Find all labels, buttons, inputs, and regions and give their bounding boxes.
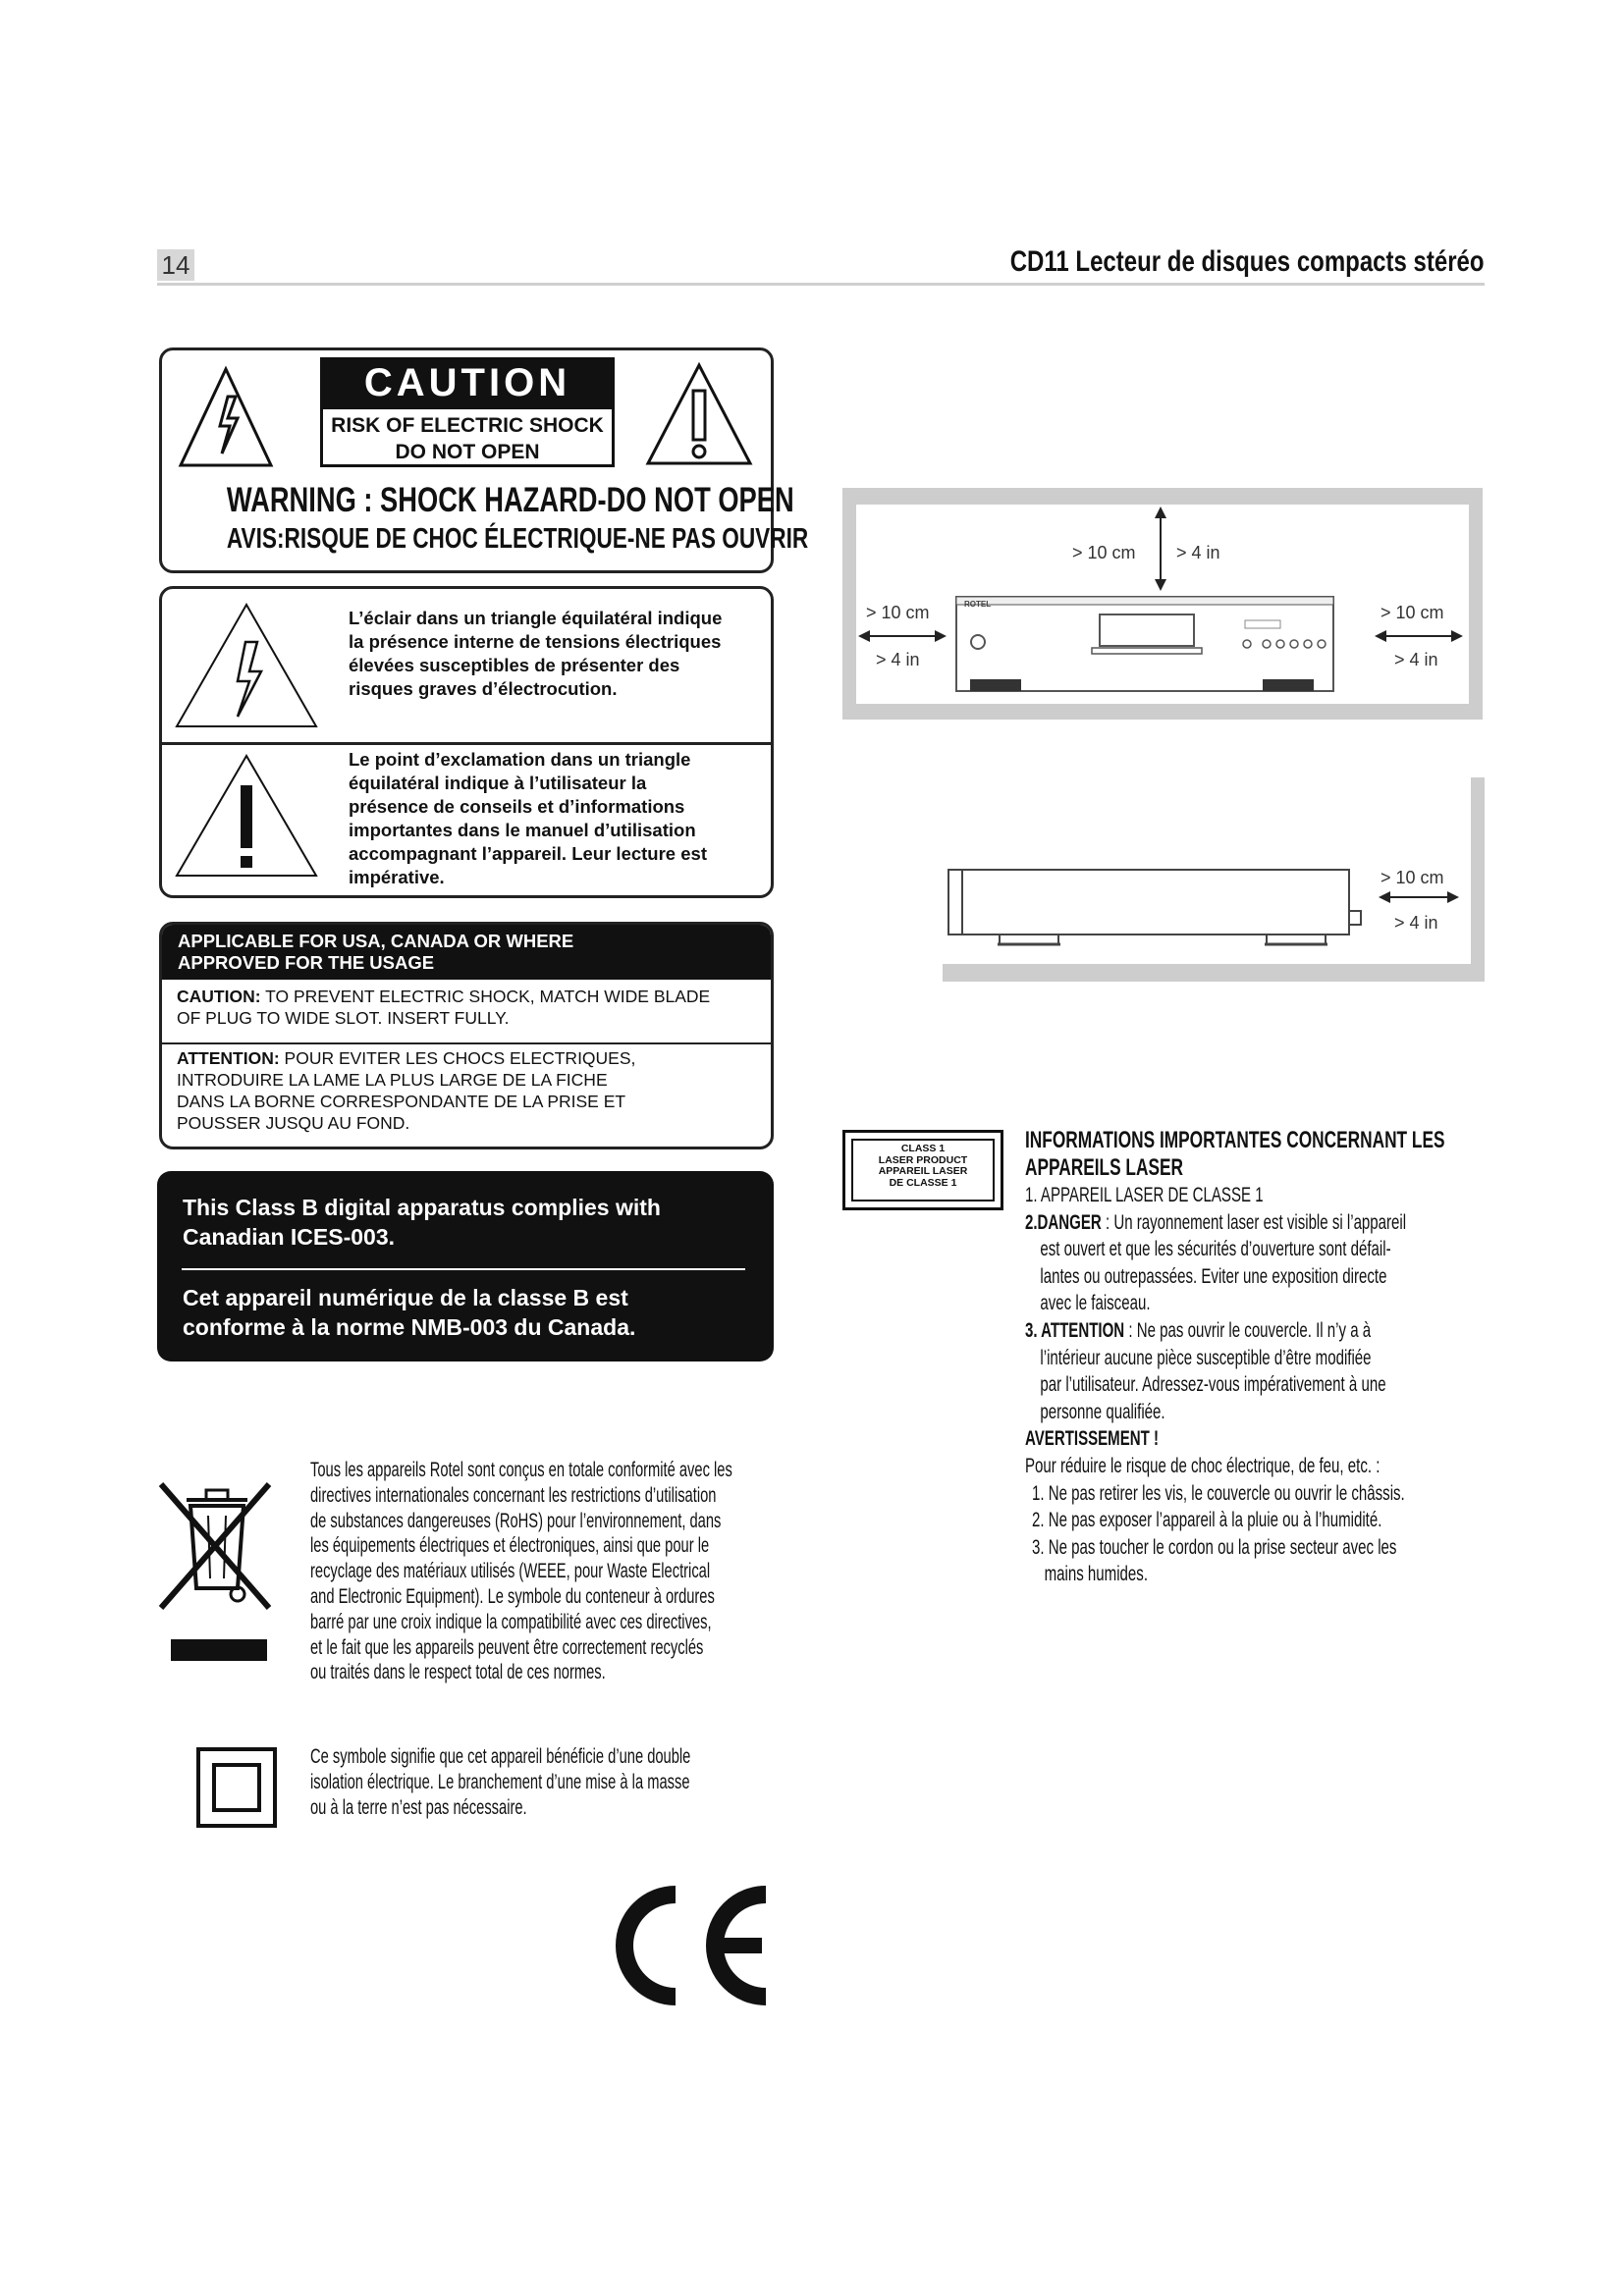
text-line: élevées susceptibles de présenter des (349, 655, 680, 675)
symbols-divider (161, 742, 772, 745)
laser-label-inner (851, 1139, 995, 1201)
laser-item-1: 1. APPAREIL LASER DE CLASSE 1 (1025, 1183, 1264, 1206)
warning-french: AVIS:RISQUE DE CHOC ÉLECTRIQUE-NE PAS OUVRIR (226, 523, 809, 555)
title-line: APPAREILS LASER (1025, 1154, 1183, 1181)
label-line: LASER PRODUCT (878, 1153, 968, 1166)
text-line: avec le faisceau. (1040, 1291, 1151, 1315)
lightning-triangle-icon (173, 601, 320, 730)
text-line: isolation électrique. Le branchement d’une mise à la masse (310, 1770, 690, 1793)
page-number: 14 (157, 249, 194, 281)
text-line: DANS LA BORNE CORRESPONDANTE DE LA PRISE ET (177, 1092, 626, 1111)
text-line: directives internationales concernant les restrictions d’utilisation (310, 1483, 717, 1507)
exclamation-triangle-icon (173, 752, 320, 880)
lightning-explanation (349, 607, 722, 701)
text-line: Tous les appareils Rotel sont conçus en totale conformité avec les (310, 1459, 732, 1481)
text-line: de substances dangereuses (RoHS) pour l’environnement, dans (310, 1509, 722, 1532)
heading-line: APPROVED FOR THE USAGE (178, 952, 435, 973)
text-line: Cet appareil numérique de la classe B est (183, 1285, 628, 1310)
text-line: This Class B digital apparatus complies with (183, 1195, 661, 1220)
ices-divider (182, 1268, 745, 1270)
cd-player-front-illustration (856, 505, 1469, 704)
text-line: and Electronic Equipment). Le symbole du conteneur à ordures (310, 1584, 715, 1608)
text-line: Ce symbole signifie que cet appareil bénéficie d’une double (310, 1745, 691, 1768)
exclamation-explanation (349, 748, 707, 889)
warning-intro: Pour réduire le risque de choc électrique, de feu, etc. : (1025, 1453, 1380, 1477)
text-line: : Un rayonnement laser est visible si l’appareil (1101, 1209, 1407, 1234)
left-clearance-in: > 4 in (876, 650, 920, 669)
top-clearance-cm: > 10 cm (1072, 543, 1136, 562)
side-clearance-in: > 4 in (1394, 913, 1438, 933)
text-line: conforme à la norme NMB-003 du Canada. (183, 1314, 636, 1340)
text-line: les équipements électriques et électroniques, ainsi que pour le (310, 1534, 710, 1558)
crossed-bin-icon (157, 1480, 273, 1663)
laser-class-label (842, 1130, 1003, 1210)
text-line: la présence interne de tensions électriques (349, 631, 722, 652)
header-rule (157, 283, 1485, 286)
warning-item: 1. Ne pas retirer les vis, le couvercle ou ouvrir le châssis. (1032, 1480, 1405, 1505)
text-line: Le point d’exclamation dans un triangle (349, 749, 691, 770)
left-clearance-cm: > 10 cm (866, 603, 930, 622)
usa-divider (161, 1042, 772, 1044)
text-line: barré par une croix indique la compatibilité avec ces directives, (310, 1610, 712, 1633)
top-clearance-in: > 4 in (1176, 543, 1220, 562)
usa-attention-text (177, 1047, 635, 1134)
warning-item: 2. Ne pas exposer l’appareil à la pluie ou à l’humidité. (1032, 1508, 1382, 1532)
caution-sub-line: RISK OF ELECTRIC SHOCK (331, 414, 604, 437)
text-line: présence de conseils et d’informations (349, 796, 685, 817)
laser-info-title (1025, 1127, 1445, 1182)
attention-keyword: 3. ATTENTION (1025, 1317, 1125, 1342)
text-line: : Ne pas ouvrir le couvercle. Il n’y a à (1124, 1317, 1372, 1342)
right-clearance-cm: > 10 cm (1380, 603, 1444, 622)
laser-info-body (1025, 1182, 1406, 1588)
text-line: accompagnant l’appareil. Leur lecture est (349, 843, 707, 864)
heading-line: APPLICABLE FOR USA, CANADA OR WHERE (178, 931, 574, 951)
text-line: TO PREVENT ELECTRIC SHOCK, MATCH WIDE BLADE (260, 987, 711, 1006)
warning-item: mains humides. (1044, 1562, 1149, 1586)
title-line: INFORMATIONS IMPORTANTES CONCERNANT LES (1025, 1127, 1445, 1153)
text-line: équilatéral indique à l’utilisateur la (349, 773, 647, 793)
caution-sub-line: DO NOT OPEN (395, 441, 540, 463)
exclamation-warning-icon (644, 361, 754, 469)
text-line: Canadian ICES-003. (183, 1224, 396, 1250)
ce-mark (607, 1877, 776, 2014)
caution-subtitle (320, 406, 615, 467)
ices-english (183, 1193, 661, 1252)
text-line: par l’utilisateur. Adressez-vous impérativement à une (1040, 1372, 1386, 1397)
ce-mark-icon (607, 1877, 776, 2014)
text-line: INTRODUIRE LA LAME LA PLUS LARGE DE LA FICHE (177, 1070, 608, 1090)
label-line: DE CLASSE 1 (889, 1176, 957, 1189)
weee-text (310, 1458, 732, 1685)
text-line: ou traités dans le respect total de ces normes. (310, 1661, 606, 1684)
danger-keyword: 2.DANGER (1025, 1209, 1102, 1234)
warning-item: 3. Ne pas toucher le cordon ou la prise secteur avec les (1032, 1534, 1397, 1559)
text-line: lantes ou outrepassées. Eviter une exposition directe (1040, 1263, 1387, 1288)
warning-title: AVERTISSEMENT ! (1025, 1426, 1160, 1451)
document-title: CD11 Lecteur de disques compacts stéréo (1010, 245, 1485, 278)
text-line: est ouvert et que les sécurités d’ouverture sont défail- (1040, 1237, 1391, 1261)
attention-keyword: ATTENTION: (177, 1048, 280, 1068)
text-line: personne qualifiée. (1040, 1399, 1165, 1423)
text-line: importantes dans le manuel d’utilisation (349, 820, 696, 840)
text-line: L’éclair dans un triangle équilatéral indique (349, 608, 723, 628)
text-line: POUSSER JUSQU AU FOND. (177, 1113, 410, 1133)
brand-logo: ROTEL (964, 600, 992, 609)
text-line: et le fait que les appareils peuvent être correctement recyclés (310, 1635, 704, 1659)
text-line: recyclage des matériaux utilisés (WEEE, pour Waste Electrical (310, 1560, 711, 1583)
ices-french (183, 1283, 635, 1342)
right-clearance-in: > 4 in (1394, 650, 1438, 669)
double-insulation-text (310, 1744, 690, 1820)
caution-keyword: CAUTION: (177, 987, 261, 1006)
text-line: risques graves d’électrocution. (349, 678, 618, 699)
text-line: ou à la terre n’est pas nécessaire. (310, 1795, 527, 1819)
caution-title: CAUTION (320, 357, 615, 406)
label-line: CLASS 1 (900, 1143, 946, 1154)
text-line: impérative. (349, 867, 445, 887)
usa-caution-text (177, 986, 710, 1029)
lightning-warning-icon (177, 365, 275, 471)
double-insulation-icon (196, 1747, 277, 1828)
usa-heading (162, 925, 771, 980)
text-line: l’intérieur aucune pièce susceptible d’être modifiée (1040, 1345, 1372, 1369)
side-clearance-cm: > 10 cm (1380, 868, 1444, 887)
warning-english: WARNING : SHOCK HAZARD-DO NOT OPEN (226, 481, 794, 519)
text-line: OF PLUG TO WIDE SLOT. INSERT FULLY. (177, 1008, 510, 1028)
label-line: APPAREIL LASER (878, 1165, 968, 1177)
text-line: POUR EVITER LES CHOCS ELECTRIQUES, (279, 1048, 636, 1068)
